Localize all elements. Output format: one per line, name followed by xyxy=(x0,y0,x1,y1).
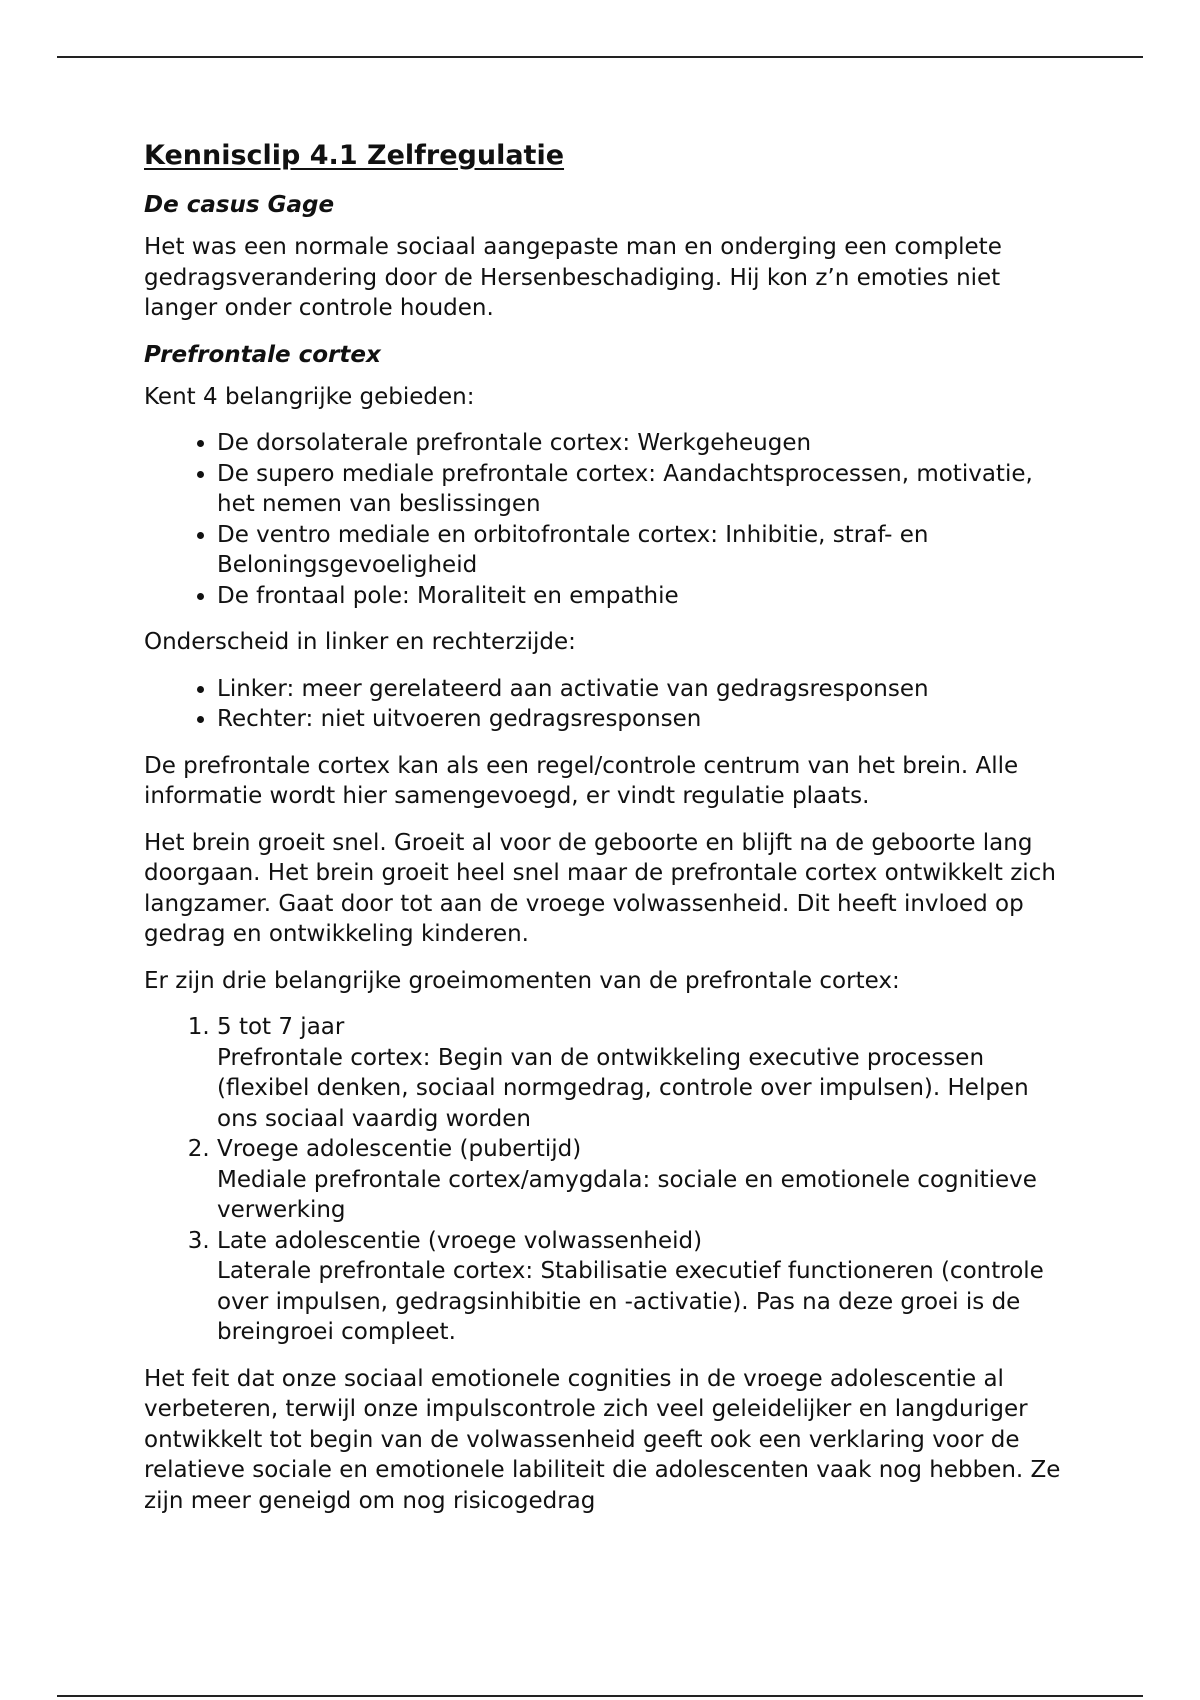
list-item: • De dorsolaterale prefrontale cortex: Werkgeheugen xyxy=(217,428,1074,459)
section-heading-pfc: Prefrontale cortex xyxy=(144,341,381,368)
control-paragraph: De prefrontale cortex kan als een regel/controle centrum van het brein. Alle informatie wordt hier samengevoegd, er vindt regulatie plaats. xyxy=(144,752,1019,809)
areas-list xyxy=(144,428,1074,611)
growth-paragraph: Het brein groeit snel. Groeit al voor de geboorte en blijft na de geboorte lang doorgaan. Het brein groeit heel snel maar de prefrontale cortex ontwikkelt zich langzamer. Gaat door tot aan de vroege volwassenheid. Dit heeft invloed op gedrag en ontwikkeling kinderen. xyxy=(144,829,1056,947)
list-item: • Rechter: niet uitvoeren gedragsresponsen xyxy=(217,704,1074,735)
list-item xyxy=(217,1012,1074,1134)
moment-title: 3. Late adolescentie (vroege volwassenheid) xyxy=(217,1227,703,1254)
moment-description: Laterale prefrontale cortex: Stabilisatie executief functioneren (controle over impulsen, gedragsinhibitie en -activatie). Pas na deze groei is de breingroei compleet. xyxy=(217,1258,1044,1345)
list-item: • De supero mediale prefrontale cortex: Aandachtsprocessen, motivatie, het nemen van beslissingen xyxy=(217,459,1074,520)
sides-list xyxy=(144,674,1074,735)
moments-intro: Er zijn drie belangrijke groeimomenten van de prefrontale cortex: xyxy=(144,967,900,994)
gage-paragraph: Het was een normale sociaal aangepaste man en onderging een complete gedragsverandering door de Hersenbeschadiging. Hij kon z’n emoties niet langer onder controle houden. xyxy=(144,234,1002,321)
moments-list xyxy=(144,1012,1074,1348)
footer-rule xyxy=(57,1695,1143,1697)
moment-title: 1. 5 tot 7 jaar xyxy=(217,1014,345,1040)
sides-intro: Onderscheid in linker en rechterzijde: xyxy=(144,629,576,655)
list-item: • De frontaal pole: Moraliteit en empathie xyxy=(217,581,1074,612)
list-item xyxy=(217,1134,1074,1226)
page-title: Kennisclip 4.1 Zelfregulatie xyxy=(144,140,565,171)
moment-description: Prefrontale cortex: Begin van de ontwikkeling executive processen (flexibel denken, sociaal normgedrag, controle over impulsen). Helpen ons sociaal vaardig worden xyxy=(217,1044,1029,1132)
header-rule xyxy=(57,56,1143,58)
moment-title: 2. Vroege adolescentie (pubertijd) xyxy=(217,1136,582,1162)
moment-description: Mediale prefrontale cortex/amygdala: sociale en emotionele cognitieve verwerking xyxy=(217,1166,1037,1223)
document-body xyxy=(144,138,1074,1532)
section-heading-gage: De casus Gage xyxy=(144,192,335,218)
list-item: • Linker: meer gerelateerd aan activatie van gedragsresponsen xyxy=(217,674,1074,705)
list-item: • De ventro mediale en orbitofrontale cortex: Inhibitie, straf- en Beloningsgevoeligheid xyxy=(217,520,1074,581)
conclusion-paragraph: Het feit dat onze sociaal emotionele cognities in de vroege adolescentie al verbeteren, terwijl onze impulscontrole zich veel geleidelijker en langduriger ontwikkelt tot begin van de volwassenheid geeft ook een verklaring voor de relatieve sociale en emotionele labiliteit die adolescenten vaak nog hebben. Ze zijn meer geneigd om nog risicogedrag xyxy=(144,1365,1061,1514)
areas-intro: Kent 4 belangrijke gebieden: xyxy=(144,383,475,410)
list-item xyxy=(217,1226,1074,1348)
